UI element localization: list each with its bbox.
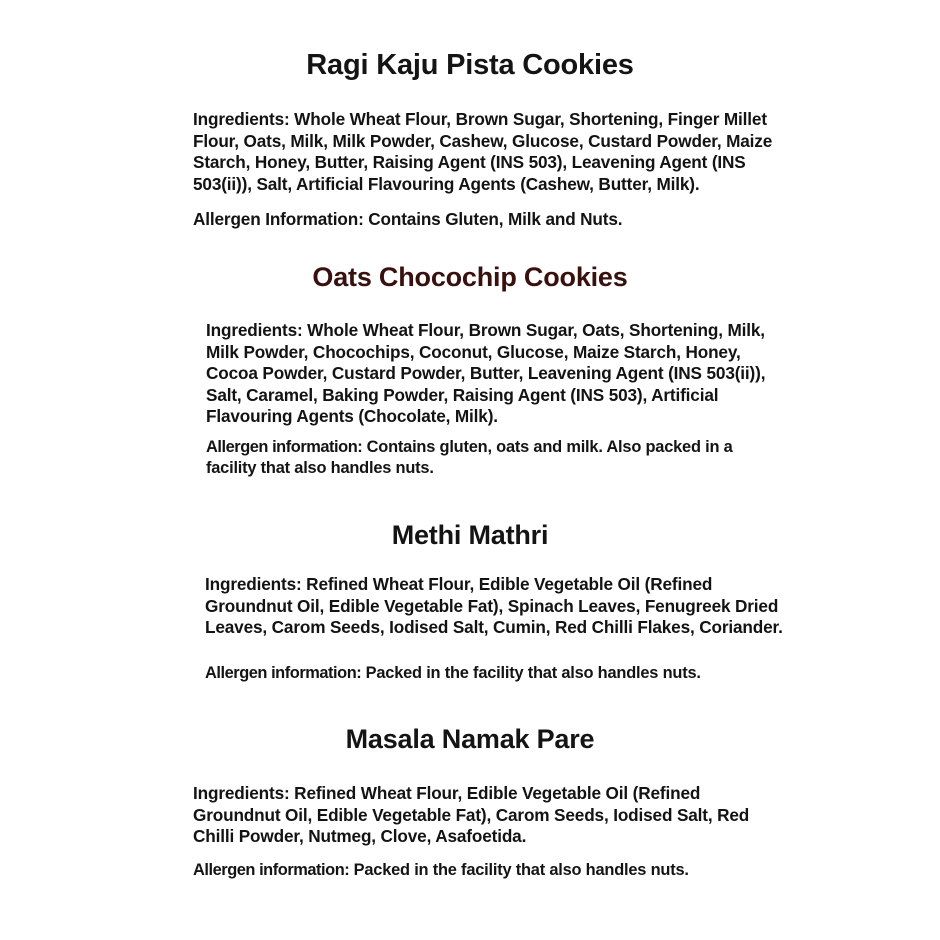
product-heading-ragi-kaju-pista-cookies: Ragi Kaju Pista Cookies (306, 49, 634, 81)
allergen-line-oats-chocochip-cookies (206, 437, 778, 479)
allergen-line-masala-namak-pare (193, 860, 783, 881)
allergen-line-methi-mathri (205, 663, 785, 684)
allergen-label-masala-namak-pare: Allergen information: (193, 861, 350, 879)
product-heading-methi-mathri: Methi Mathri (391, 520, 549, 550)
allergen-value-methi-mathri: Packed in the facility that also handles nuts. (361, 664, 701, 682)
allergen-label-oats-chocochip-cookies: Allergen information: (206, 438, 363, 456)
allergen-label-methi-mathri: Allergen information: (205, 664, 362, 682)
ingredients-text-masala-namak-pare: Ingredients: Refined Wheat Flour, Edible Vegetable Oil (Refined Groundnut Oil, Edible Vegetable Fat), Carom Seeds, Iodised Salt, Red Chilli Powder, Nutmeg, Clove, Asafoetida. (193, 783, 750, 846)
ingredients-text-ragi-kaju-pista-cookies: Ingredients: Whole Wheat Flour, Brown Sugar, Shortening, Finger Millet Flour, Oats, Milk, Milk Powder, Cashew, Glucose, Custard Powder, Maize Starch, Honey, Butter, Raising Agent (INS 503), Leavening Agent (INS 503(ii)), Salt, Artificial Flavouring Agents (Cashew, Butter, Milk). (193, 109, 773, 194)
allergen-value-oats-chocochip-cookies: Contains gluten, oats and milk. Also packed in a facility that also handles nuts. (206, 438, 733, 477)
ingredients-text-methi-mathri: Ingredients: Refined Wheat Flour, Edible Vegetable Oil (Refined Groundnut Oil, Edible Vegetable Fat), Spinach Leaves, Fenugreek Dried Leaves, Carom Seeds, Iodised Salt, Cumin, Red Chilli Flakes, Coriander. (205, 574, 783, 637)
allergen-value-masala-namak-pare: Packed in the facility that also handles nuts. (349, 861, 689, 879)
ingredients-text-oats-chocochip-cookies: Ingredients: Whole Wheat Flour, Brown Sugar, Oats, Shortening, Milk, Milk Powder, Chocochips, Coconut, Glucose, Maize Starch, Honey, Cocoa Powder, Custard Powder, Butter, Leavening Agent (INS 503(ii)), Salt, Caramel, Baking Powder, Raising Agent (INS 503), Artificial Flavouring Agents (Chocolate, Milk). (206, 320, 766, 426)
product-heading-oats-chocochip-cookies: Oats Chocochip Cookies (312, 262, 628, 292)
product-heading-masala-namak-pare: Masala Namak Pare (345, 724, 595, 754)
allergen-text-ragi-kaju-pista-cookies: Allergen Information: Contains Gluten, Milk and Nuts. (193, 209, 623, 229)
